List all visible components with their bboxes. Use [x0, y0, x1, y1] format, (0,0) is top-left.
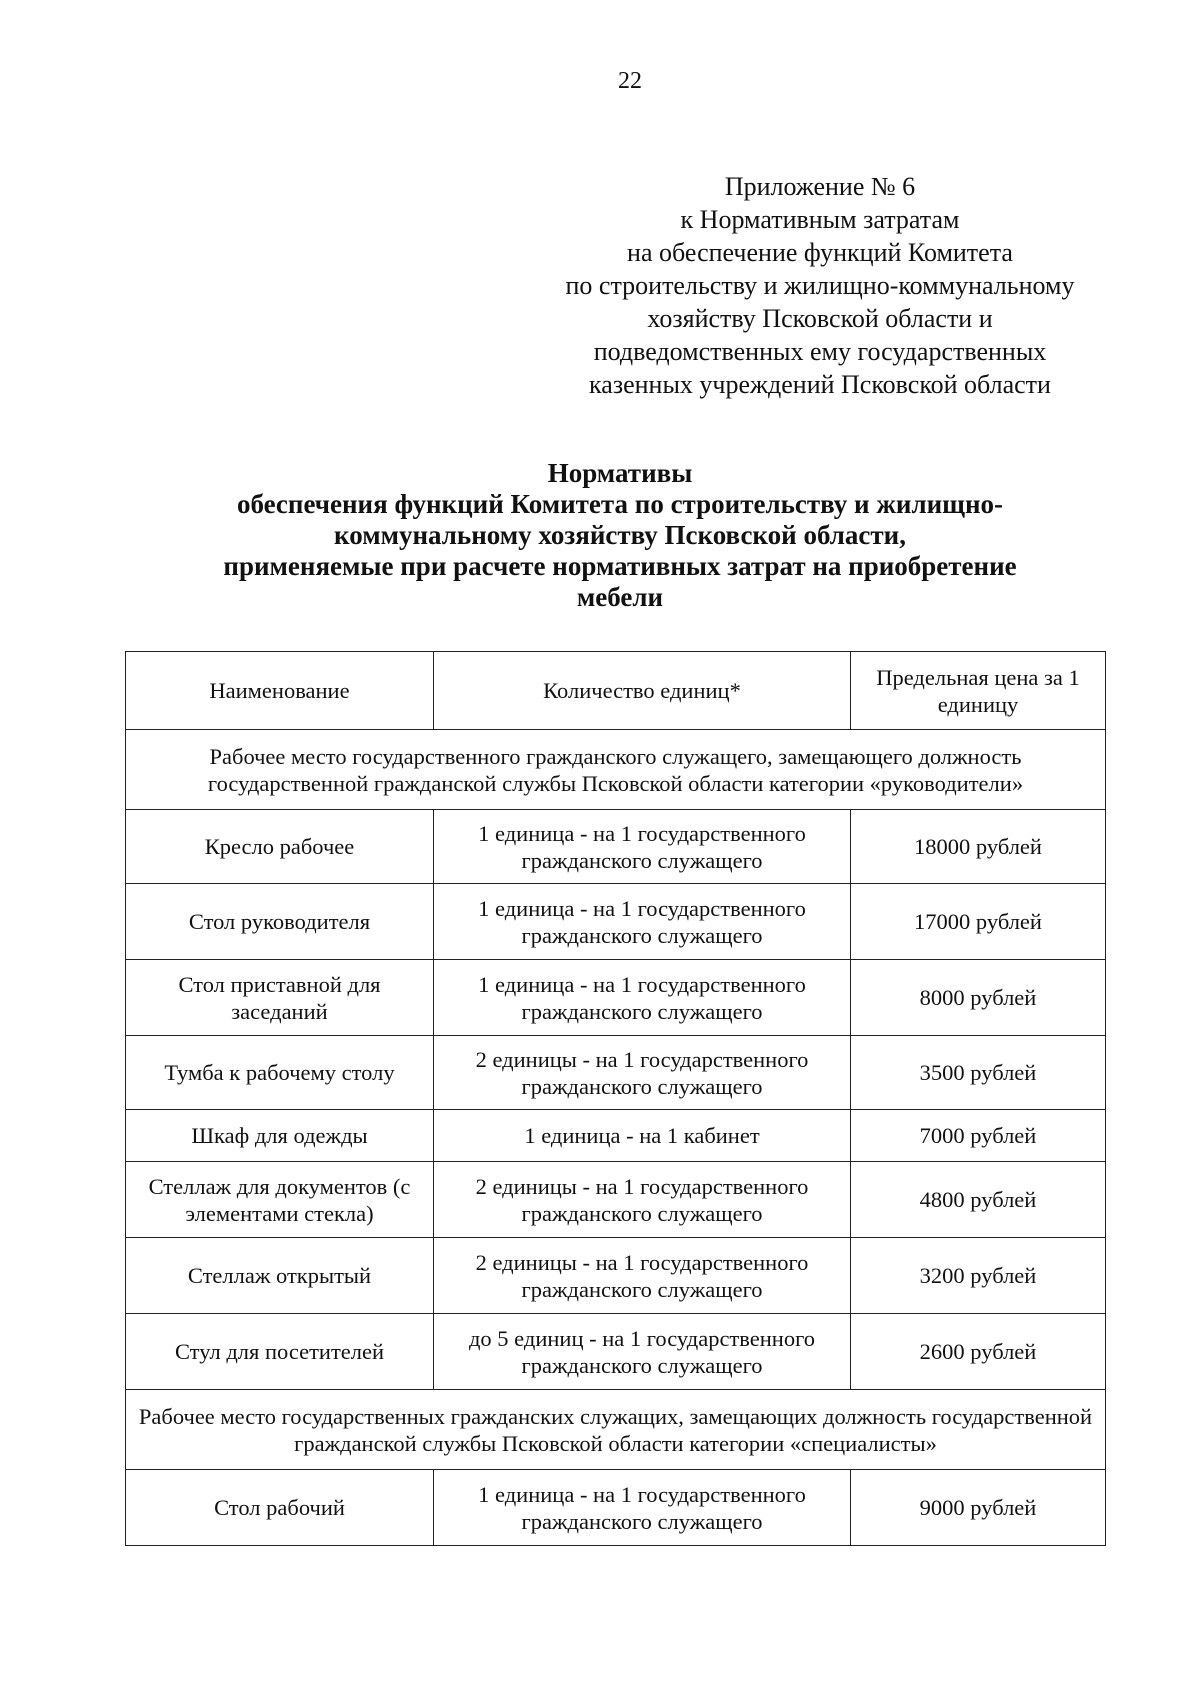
item-quantity: 1 единица - на 1 государственного гражданского служащего [434, 884, 851, 960]
item-price: 7000 рублей [851, 1110, 1106, 1162]
table-row [126, 1238, 1106, 1314]
appendix-line: казенных учреждений Псковской области [589, 370, 1051, 399]
column-header-quantity: Количество единиц* [434, 652, 851, 730]
item-name: Стол рабочий [126, 1470, 434, 1546]
appendix-line: Приложение № 6 [724, 172, 916, 201]
table-row [126, 960, 1106, 1036]
item-name: Кресло рабочее [126, 810, 434, 884]
table-row [126, 1314, 1106, 1390]
item-price: 9000 рублей [851, 1470, 1106, 1546]
title-line: применяемые при расчете нормативных затрат на приобретение [223, 551, 1017, 581]
item-name: Стол руководителя [126, 884, 434, 960]
item-price: 17000 рублей [851, 884, 1106, 960]
item-price: 3500 рублей [851, 1036, 1106, 1110]
section-row [126, 1390, 1106, 1470]
table-row [126, 1162, 1106, 1238]
item-quantity: 1 единица - на 1 государственного гражданского служащего [434, 1470, 851, 1546]
title-line: Нормативы [547, 458, 693, 488]
appendix-header [520, 170, 1120, 401]
title-line: обеспечения функций Комитета по строительству и жилищно- [236, 489, 1004, 519]
item-quantity: 1 единица - на 1 государственного гражданского служащего [434, 960, 851, 1036]
table-row [126, 810, 1106, 884]
item-name: Стеллаж открытый [126, 1238, 434, 1314]
item-quantity: 1 единица - на 1 кабинет [434, 1110, 851, 1162]
appendix-line: подведомственных ему государственных [593, 337, 1047, 366]
column-header-price: Предельная цена за 1 единицу [851, 652, 1106, 730]
item-price: 18000 рублей [851, 810, 1106, 884]
item-name: Стол приставной для заседаний [126, 960, 434, 1036]
item-price: 8000 рублей [851, 960, 1106, 1036]
table-row [126, 1110, 1106, 1162]
item-name: Тумба к рабочему столу [126, 1036, 434, 1110]
item-quantity: 2 единицы - на 1 государственного гражданского служащего [434, 1036, 851, 1110]
item-quantity: 2 единицы - на 1 государственного гражданского служащего [434, 1162, 851, 1238]
appendix-line: хозяйству Псковской области и [647, 304, 993, 333]
title-line: мебели [576, 582, 664, 612]
item-price: 2600 рублей [851, 1314, 1106, 1390]
column-header-name: Наименование [126, 652, 434, 730]
item-quantity: 2 единицы - на 1 государственного гражданского служащего [434, 1238, 851, 1314]
appendix-line: на обеспечение функций Комитета [627, 238, 1013, 267]
table-header-row [126, 652, 1106, 730]
table-row [126, 1470, 1106, 1546]
page-number: 22 [618, 68, 642, 94]
title-line: коммунальному хозяйству Псковской области, [334, 520, 906, 550]
table-row [126, 884, 1106, 960]
section-title: Рабочее место государственных гражданских служащих, замещающих должность государственной гражданской службы Псковской области категории «специалисты» [126, 1390, 1106, 1470]
appendix-line: по строительству и жилищно-коммунальному [565, 271, 1075, 300]
item-name: Стеллаж для документов (с элементами стекла) [126, 1162, 434, 1238]
section-title: Рабочее место государственного гражданского служащего, замещающего должность государственной гражданской службы Псковской области категории «руководители» [126, 730, 1106, 810]
document-title [120, 458, 1120, 613]
appendix-line: к Нормативным затратам [680, 205, 960, 234]
item-price: 4800 рублей [851, 1162, 1106, 1238]
item-quantity: до 5 единиц - на 1 государственного гражданского служащего [434, 1314, 851, 1390]
section-row [126, 730, 1106, 810]
item-name: Шкаф для одежды [126, 1110, 434, 1162]
item-quantity: 1 единица - на 1 государственного гражданского служащего [434, 810, 851, 884]
item-name: Стул для посетителей [126, 1314, 434, 1390]
table-row [126, 1036, 1106, 1110]
item-price: 3200 рублей [851, 1238, 1106, 1314]
furniture-norms-table [125, 651, 1106, 1546]
